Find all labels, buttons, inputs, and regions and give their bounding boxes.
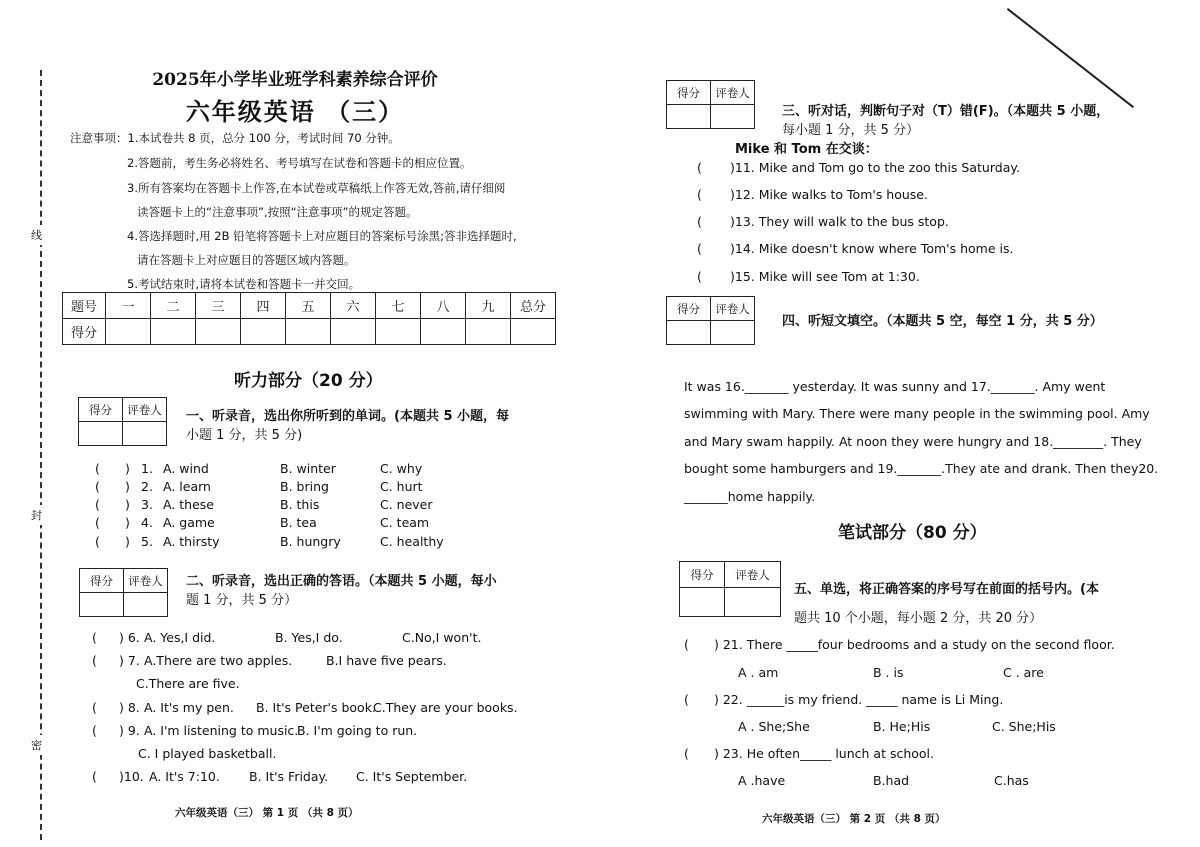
- paren-open: (: [95, 479, 100, 494]
- score-table: [62, 292, 556, 345]
- question-number: )10.: [119, 769, 144, 784]
- grader-name-cell: [711, 105, 755, 129]
- grader-box: [666, 296, 755, 345]
- fold-line: [1007, 8, 1134, 108]
- listening-heading: 听力部分（20 分）: [234, 371, 383, 391]
- grader-score-cell: [79, 422, 123, 446]
- score-cell: 得分: [63, 319, 106, 345]
- option-b: B. this: [280, 497, 320, 512]
- note-line: 读答题卡上的“注意事项”,按照“注意事项”的规定答题。: [137, 205, 418, 219]
- paren-close: ): [125, 479, 130, 494]
- score-cell: [421, 319, 466, 345]
- margin-char-xian: 线: [31, 225, 42, 245]
- option-a: A.There are two apples.: [144, 653, 293, 668]
- grader-score-cell: [667, 105, 711, 129]
- score-cell: 五: [286, 293, 331, 319]
- option-c: C. It's September.: [356, 769, 468, 784]
- note-line: 3.所有答案均在答题卡上作答,在本试卷或草稿纸上作答无效,答前,请仔细阅: [127, 181, 506, 195]
- question-number: ) 9.: [119, 723, 140, 738]
- score-cell: [241, 319, 286, 345]
- note-line: 2.答题前，考生务必将姓名、考号填写在试卷和答题卡的相应位置。: [127, 156, 472, 170]
- paren-close: ): [125, 534, 130, 549]
- passage-line: and Mary swam happily. At noon they were hungry and 18.________. They: [684, 434, 1142, 449]
- option-a: A. It's 7:10.: [149, 769, 220, 784]
- q12-row: ( )12. Mike walks to Tom's house.: [697, 187, 928, 202]
- note-line: 4.答选择题时,用 2B 铅笔将答题卡上对应题目的答案标号涂黑;答非选择题时,: [127, 229, 517, 243]
- margin-char-mi: 密: [31, 735, 42, 755]
- page-footer-right: 六年级英语（三） 第 2 页 （共 8 页）: [762, 813, 946, 825]
- q11-row: ( )11. Mike and Tom go to the zoo this Saturday.: [697, 160, 1020, 175]
- statement: )13. They will walk to the bus stop.: [730, 214, 949, 229]
- score-cell: [106, 319, 151, 345]
- grader-box: [79, 568, 168, 617]
- question-number: 5.: [141, 534, 153, 549]
- option-a: A. wind: [163, 461, 209, 476]
- option-a: A. these: [163, 497, 214, 512]
- option-b: B. bring: [280, 479, 329, 494]
- option-a: A. It's my pen.: [144, 700, 234, 715]
- exam-title: 2025年小学毕业班学科素养综合评价: [152, 70, 438, 90]
- dialogue-intro: Mike 和 Tom 在交谈：: [735, 142, 878, 157]
- score-cell: [511, 319, 556, 345]
- grader-score-label: 得分: [79, 398, 123, 422]
- option-b: B.had: [873, 773, 910, 788]
- option-c: C. hurt: [380, 479, 423, 494]
- section-3-title-cont: 每小题 1 分，共 5 分）: [782, 123, 920, 138]
- score-cell: 八: [421, 293, 466, 319]
- score-cell: [151, 319, 196, 345]
- note-line: 5.考试结束时,请将本试卷和答题卡一并交回。: [127, 277, 361, 291]
- grader-name-cell: [124, 593, 168, 617]
- page-footer-left: 六年级英语（三） 第 1 页 （共 8 页）: [175, 807, 359, 819]
- grader-name-label: 评卷人: [725, 562, 781, 588]
- option-c: C. I played basketball.: [138, 746, 277, 761]
- option-a: A. Yes,I did.: [144, 630, 216, 645]
- score-cell: [376, 319, 421, 345]
- option-b: B. Yes,I do.: [275, 630, 343, 645]
- score-cell: 一: [106, 293, 151, 319]
- score-cell: [466, 319, 511, 345]
- score-cell: [196, 319, 241, 345]
- option-c: C.There are five.: [136, 676, 240, 691]
- question-number: 3.: [141, 497, 153, 512]
- option-a: A. game: [163, 515, 215, 530]
- option-a: A .have: [738, 773, 786, 788]
- question-number: ) 7.: [119, 653, 140, 668]
- option-b: B. tea: [280, 515, 317, 530]
- section-4-title: 四、听短文填空。（本题共 5 空，每空 1 分，共 5 分）: [782, 314, 1103, 329]
- question-text: ) 21. There _____four bedrooms and a study on the second floor.: [714, 637, 1115, 652]
- score-cell: 四: [241, 293, 286, 319]
- grader-box: [78, 397, 167, 446]
- option-a: A. thirsty: [163, 534, 220, 549]
- score-cell: [331, 319, 376, 345]
- q23-row: ( ) 23. He often_____ lunch at school.: [684, 746, 935, 761]
- option-b: B . is: [873, 665, 904, 680]
- score-cell: 总分: [511, 293, 556, 319]
- score-cell: 二: [151, 293, 196, 319]
- section-1-title: 一、听录音，选出你所听到的单词。(本题共 5 小题，每: [186, 409, 510, 424]
- option-c: C. team: [380, 515, 430, 530]
- margin-char-feng: 封: [31, 505, 42, 525]
- exam-subtitle: 六年级英语 （三）: [185, 97, 405, 126]
- question-number: 4.: [141, 515, 153, 530]
- paren-open: (: [95, 515, 100, 530]
- section-2-title-cont: 题 1 分，共 5 分）: [186, 593, 298, 608]
- grader-box: [666, 80, 755, 129]
- statement: )11. Mike and Tom go to the zoo this Saturday.: [730, 160, 1020, 175]
- paren-open: (: [95, 534, 100, 549]
- grader-score-label: 得分: [667, 81, 711, 105]
- option-b: B.I have five pears.: [326, 653, 447, 668]
- q22-row: ( ) 22. ______is my friend. _____ name is Li Ming.: [684, 692, 1004, 707]
- question-number: 2.: [141, 479, 153, 494]
- option-b: B. hungry: [280, 534, 341, 549]
- section-5-title: 五、单选，将正确答案的序号写在前面的括号内。(本: [794, 582, 1099, 597]
- score-cell: 七: [376, 293, 421, 319]
- note-line: 请在答题卡上对应题目的答题区域内答题。: [137, 253, 356, 267]
- section-1-title-cont: 小题 1 分，共 5 分): [186, 428, 303, 443]
- score-cell: 九: [466, 293, 511, 319]
- option-b: B. It's Peter's book.: [256, 700, 376, 715]
- score-cell: [286, 319, 331, 345]
- statement: )14. Mike doesn't know where Tom's home is.: [730, 241, 1014, 256]
- binding-line: [40, 70, 42, 840]
- passage-line: swimming with Mary. There were many people in the swimming pool. Amy: [684, 406, 1150, 421]
- grader-score-cell: [80, 593, 124, 617]
- q14-row: ( )14. Mike doesn't know where Tom's home is.: [697, 241, 1014, 256]
- score-cell: 题号: [63, 293, 106, 319]
- grader-name-label: 评卷人: [711, 297, 755, 321]
- passage-line: _______home happily.: [684, 489, 816, 504]
- paren-close: ): [125, 515, 130, 530]
- option-c: C.has: [994, 773, 1029, 788]
- score-table-score-row: [63, 319, 556, 345]
- option-c: C. why: [380, 461, 423, 476]
- grader-name-label: 评卷人: [124, 569, 168, 593]
- question-number: ) 8.: [119, 700, 140, 715]
- option-c: C. She;His: [992, 719, 1056, 734]
- paren-open: (: [95, 497, 100, 512]
- paren-open: (: [95, 461, 100, 476]
- grader-score-cell: [680, 588, 725, 617]
- option-a: A . She;She: [738, 719, 810, 734]
- passage-line: It was 16._______ yesterday. It was sunny and 17._______. Amy went: [684, 379, 1106, 394]
- section-2-title: 二、听录音，选出正确的答语。（本题共 5 小题，每小: [186, 574, 497, 589]
- option-c: C.No,I won't.: [402, 630, 482, 645]
- score-table-header-row: [63, 293, 556, 319]
- grader-score-label: 得分: [80, 569, 124, 593]
- grader-name-cell: [123, 422, 167, 446]
- score-cell: 三: [196, 293, 241, 319]
- q21-row: ( ) 21. There _____four bedrooms and a study on the second floor.: [684, 637, 1115, 652]
- score-cell: 六: [331, 293, 376, 319]
- section-5-title-cont: 题共 10 个小题，每小题 2 分，共 20 分）: [794, 611, 1043, 626]
- q15-row: ( )15. Mike will see Tom at 1:30.: [697, 269, 920, 284]
- option-b: B. winter: [280, 461, 336, 476]
- option-b: B. I'm going to run.: [297, 723, 418, 738]
- option-a: A. I'm listening to music.: [144, 723, 299, 738]
- question-text: ) 22. ______is my friend. _____ name is Li Ming.: [714, 692, 1004, 707]
- option-a: A. learn: [163, 479, 211, 494]
- grader-name-cell: [711, 321, 755, 345]
- statement: )12. Mike walks to Tom's house.: [730, 187, 928, 202]
- option-b: B. He;His: [873, 719, 931, 734]
- statement: )15. Mike will see Tom at 1:30.: [730, 269, 920, 284]
- grader-name-label: 评卷人: [711, 81, 755, 105]
- paren-close: ): [125, 497, 130, 512]
- passage-line: bought some hamburgers and 19._______.They ate and drank. Then they20.: [684, 461, 1159, 476]
- option-a: A . am: [738, 665, 779, 680]
- grader-score-cell: [667, 321, 711, 345]
- section-3-title: 三、听对话，判断句子对（T）错(F)。（本题共 5 小题，: [782, 104, 1110, 119]
- option-b: B. It's Friday.: [249, 769, 329, 784]
- option-c: C. healthy: [380, 534, 444, 549]
- grader-score-label: 得分: [667, 297, 711, 321]
- grader-score-label: 得分: [680, 562, 725, 588]
- grader-name-cell: [725, 588, 781, 617]
- option-c: C.They are your books.: [373, 700, 518, 715]
- option-c: C. never: [380, 497, 433, 512]
- question-number: 1.: [141, 461, 153, 476]
- option-c: C . are: [1003, 665, 1044, 680]
- question-text: ) 23. He often_____ lunch at school.: [714, 746, 935, 761]
- question-number: ) 6.: [119, 630, 140, 645]
- writing-heading: 笔试部分（80 分）: [838, 523, 987, 543]
- paren-close: ): [125, 461, 130, 476]
- grader-box: [679, 561, 781, 617]
- q13-row: ( )13. They will walk to the bus stop.: [697, 214, 949, 229]
- note-line: 注意事项：1.本试卷共 8 页，总分 100 分，考试时间 70 分钟。: [70, 131, 400, 145]
- grader-name-label: 评卷人: [123, 398, 167, 422]
